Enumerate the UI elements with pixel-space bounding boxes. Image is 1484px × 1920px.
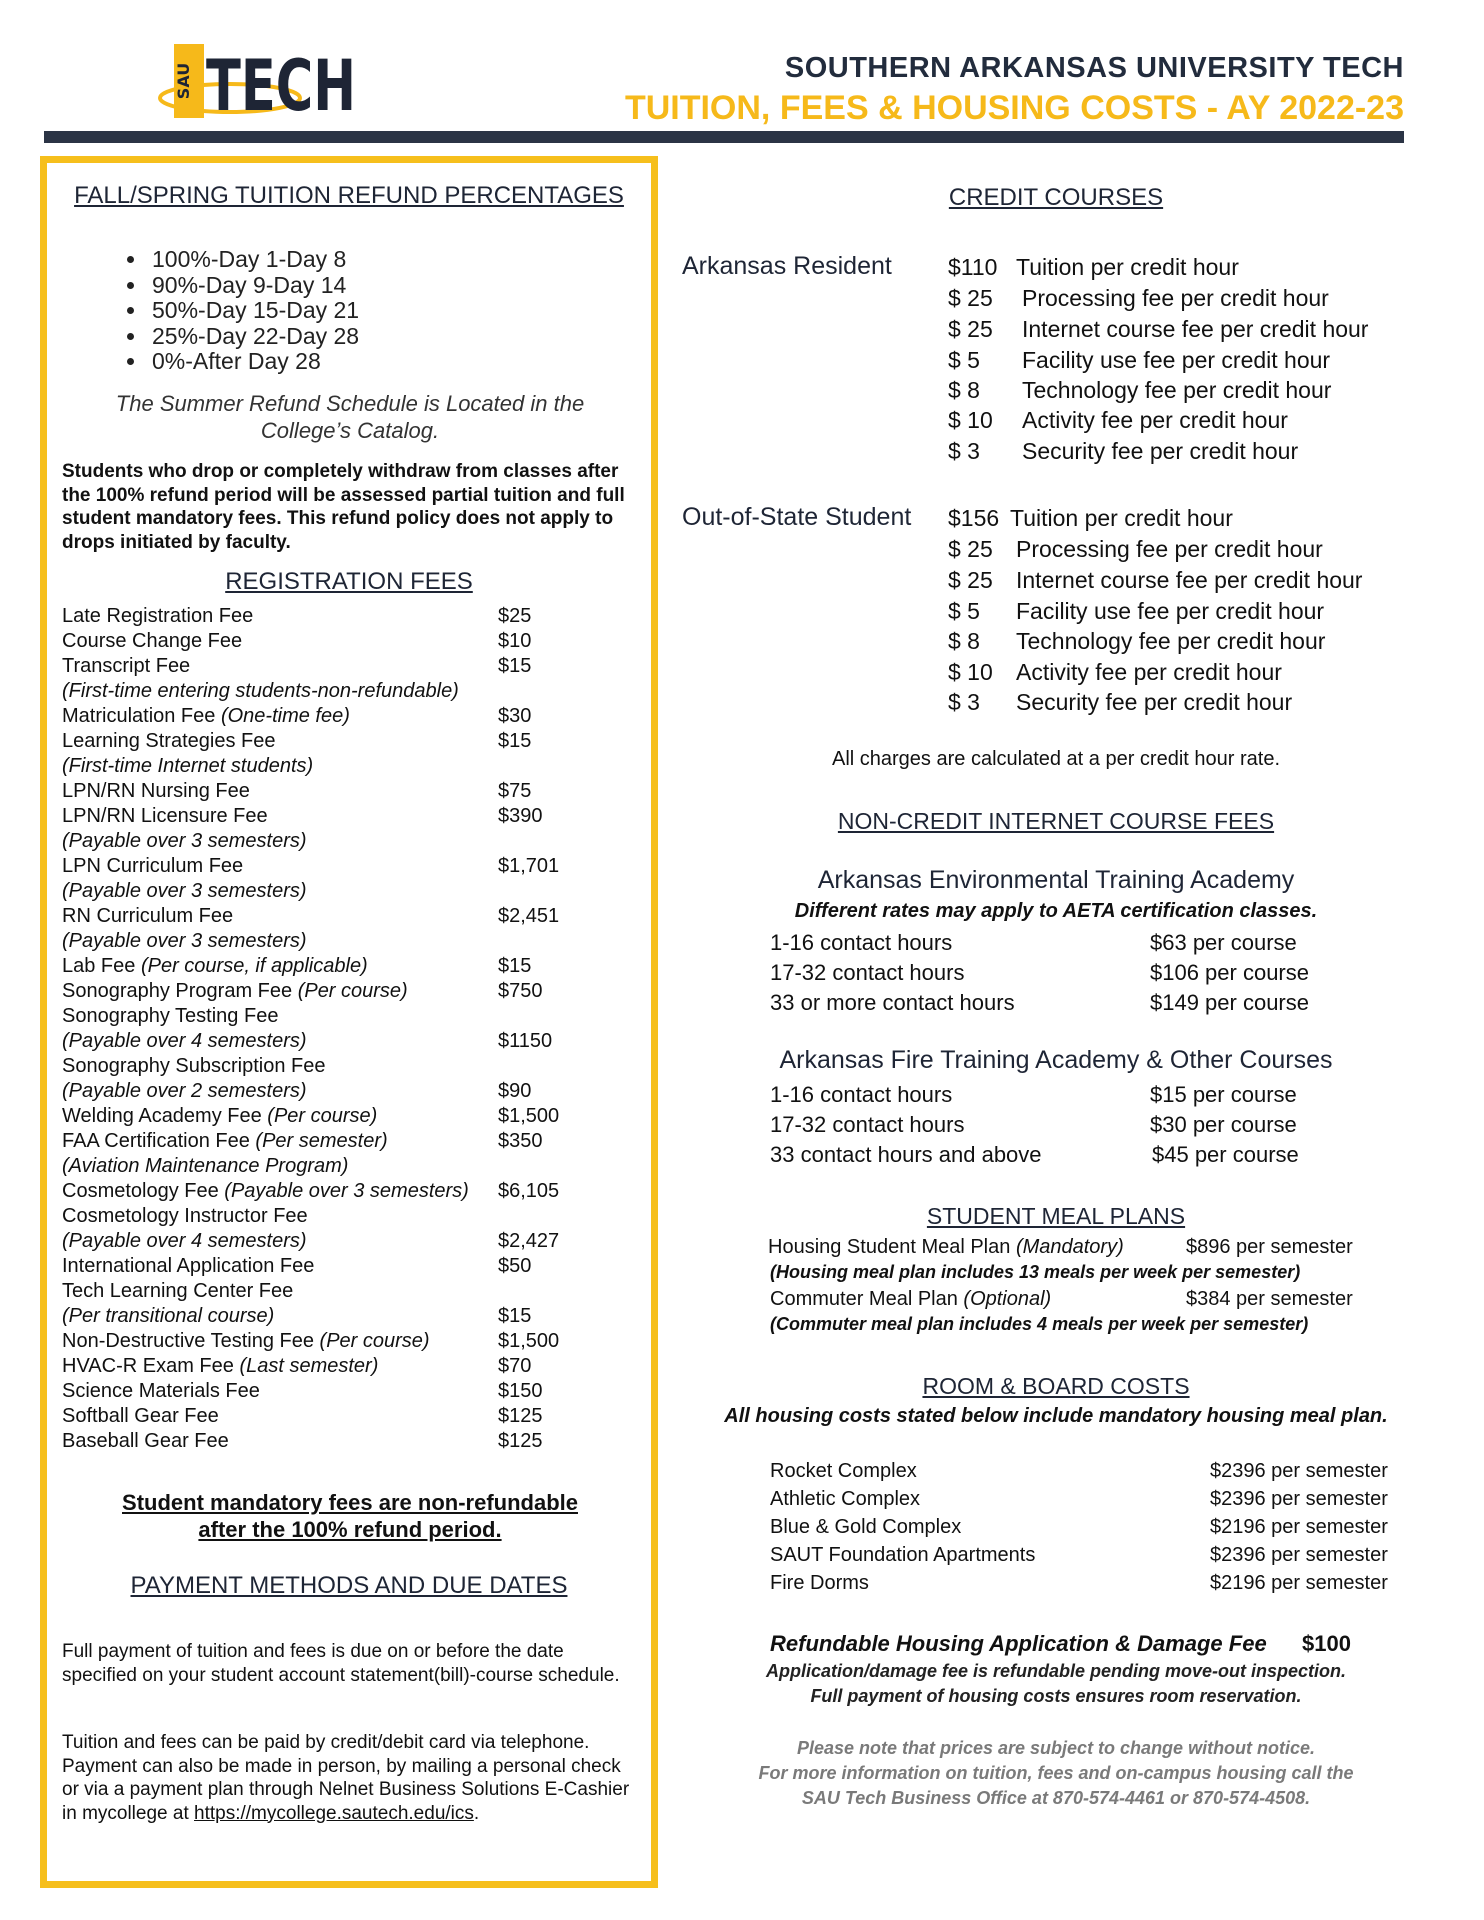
contact-hours: 33 contact hours and above <box>770 1142 1042 1167</box>
room-board-heading: ROOM & BOARD COSTS <box>922 1373 1190 1399</box>
fee-amount: $30 <box>498 705 532 727</box>
list-item: • 90%-Day 9-Day 14 <box>148 273 359 299</box>
fee-label: Softball Gear Fee <box>62 1405 219 1427</box>
fee-label: Cosmetology Instructor Fee <box>62 1205 308 1227</box>
page-title: TUITION, FEES & HOUSING COSTS - AY 2022-23 <box>624 89 1404 127</box>
course-price: $45 per course <box>1152 1142 1299 1167</box>
fee-label: Cosmetology Fee (Payable over 3 semesters) <box>62 1180 469 1202</box>
contact-hours: 17-32 contact hours <box>770 960 965 985</box>
fee-amount: $2,451 <box>498 905 560 927</box>
commuter-meal-plan: Commuter Meal Plan (Optional) <box>770 1288 1052 1310</box>
housing-name: Blue & Gold Complex <box>770 1516 962 1538</box>
fee-amount: $110 <box>948 254 998 280</box>
fee-amount: $156 <box>948 505 1000 531</box>
fee-label: Lab Fee (Per course, if applicable) <box>62 955 368 977</box>
housing-price: $2196 per semester <box>1210 1516 1388 1538</box>
housing-name: Athletic Complex <box>770 1488 921 1510</box>
course-price: $30 per course <box>1150 1112 1297 1137</box>
contact-info <box>666 1736 1446 1811</box>
commuter-meal-note: (Commuter meal plan includes 4 meals per week per semester) <box>770 1314 1309 1334</box>
fee-label: Transcript Fee <box>62 655 191 677</box>
refund-policy: Students who drop or completely withdraw from classes after the 100% refund period will be assessed partial tuition and full student mandatory fees. This refund policy does not apply to drops initiated by faculty. <box>62 461 625 553</box>
fee-label: Sonography Testing Fee <box>62 1005 279 1027</box>
fee-label: Course Change Fee <box>62 630 243 652</box>
aeta-note: Different rates may apply to AETA certification classes. <box>794 900 1318 922</box>
fee-label: Late Registration Fee <box>62 605 254 627</box>
fee-amount: $50 <box>498 1255 532 1277</box>
fee-label: Learning Strategies Fee <box>62 730 276 752</box>
reservation-note: Full payment of housing costs ensures room reservation. <box>810 1686 1302 1706</box>
fee-description: Internet course fee per credit hour <box>1016 567 1363 593</box>
fee-label: LPN/RN Nursing Fee <box>62 780 250 802</box>
course-price: $106 per course <box>1150 960 1309 985</box>
fee-amount: $6,105 <box>498 1180 560 1202</box>
svg-text:TECH: TECH <box>206 45 356 127</box>
fee-amount: $390 <box>498 805 543 827</box>
room-board-subtitle: All housing costs stated below include mandatory housing meal plan. <box>724 1405 1388 1427</box>
fee-amount: $125 <box>498 1405 543 1427</box>
fee-amount: $ 8 <box>948 377 980 403</box>
fee-amount: $150 <box>498 1380 543 1402</box>
institution-name: SOUTHERN ARKANSAS UNIVERSITY TECH <box>784 52 1404 84</box>
fee-label: LPN Curriculum Fee <box>62 855 244 877</box>
fee-amount: $15 <box>498 955 532 977</box>
fee-note: (Payable over 4 semesters) <box>62 1230 307 1252</box>
fee-label: Tech Learning Center Fee <box>62 1280 294 1302</box>
resident-label: Arkansas Resident <box>682 252 892 280</box>
fee-amount: $70 <box>498 1355 532 1377</box>
fee-amount: $ 25 <box>948 285 993 311</box>
fee-amount: $ 10 <box>948 659 993 685</box>
meal-plans-heading: STUDENT MEAL PLANS <box>926 1203 1186 1229</box>
summer-refund-note: The Summer Refund Schedule is Located in the College’s Catalog. <box>115 391 585 443</box>
fee-description: Processing fee per credit hour <box>1022 285 1329 311</box>
fee-note: (Payable over 3 semesters) <box>62 930 307 952</box>
fee-amount: $1,701 <box>498 855 560 877</box>
list-item: • 100%-Day 1-Day 8 <box>148 247 359 273</box>
out-of-state-label: Out-of-State Student <box>682 503 912 531</box>
housing-price: $2396 per semester <box>1210 1544 1388 1566</box>
fee-amount: $1,500 <box>498 1105 560 1127</box>
fee-amount: $ 25 <box>948 567 993 593</box>
fee-label: Science Materials Fee <box>62 1380 260 1402</box>
fee-label: Non-Destructive Testing Fee (Per course) <box>62 1330 430 1352</box>
fee-label: LPN/RN Licensure Fee <box>62 805 268 827</box>
fee-amount: $750 <box>498 980 543 1002</box>
fee-amount: $75 <box>498 780 532 802</box>
fee-amount: $2,427 <box>498 1230 560 1252</box>
housing-price: $2196 per semester <box>1210 1572 1388 1594</box>
fee-label: RN Curriculum Fee <box>62 905 234 927</box>
fee-description: Tuition per credit hour <box>1010 505 1233 531</box>
fee-amount: $350 <box>498 1130 543 1152</box>
fee-amount: $15 <box>498 1305 532 1327</box>
nonrefundable-notice: after the 100% refund period. <box>198 1517 502 1542</box>
price-change-notice: Please note that prices are subject to change without notice. <box>796 1738 1316 1758</box>
fee-label: Sonography Program Fee (Per course) <box>62 980 408 1002</box>
fee-description: Tuition per credit hour <box>1016 254 1239 280</box>
fee-description: Technology fee per credit hour <box>1016 628 1326 654</box>
payment-due-text: Full payment of tuition and fees is due on or before the date specified on your student account statement(bill)-course schedule. <box>62 1641 620 1686</box>
damage-fee-note: Application/damage fee is refundable pending move-out inspection. <box>765 1661 1347 1681</box>
payment-methods-text: Tuition and fees can be paid by credit/debit card via telephone. Payment can also be made in person, by mailing a personal check or via a payment plan through Nelnet Business Solutions E-Cashier in mycollege at https://mycollege.sautech.edu/ics. <box>62 1732 630 1824</box>
list-item: • 25%-Day 22-Day 28 <box>148 324 359 350</box>
fee-amount: $15 <box>498 730 532 752</box>
commuter-meal-price: $384 per semester <box>1186 1288 1353 1310</box>
fee-note: (Aviation Maintenance Program) <box>62 1155 349 1177</box>
fee-note: (First-time entering students-non-refundable) <box>62 680 459 702</box>
contact-hours: 33 or more contact hours <box>770 990 1015 1015</box>
course-price: $63 per course <box>1150 930 1297 955</box>
noncredit-heading: NON-CREDIT INTERNET COURSE FEES <box>837 808 1275 834</box>
registration-heading: REGISTRATION FEES <box>225 568 473 595</box>
fee-amount: $10 <box>498 630 532 652</box>
contact-hours: 1-16 contact hours <box>770 1082 953 1107</box>
fee-description: Security fee per credit hour <box>1016 689 1293 715</box>
fee-label: HVAC-R Exam Fee (Last semester) <box>62 1355 379 1377</box>
housing-meal-price: $896 per semester <box>1186 1236 1353 1258</box>
fee-note: (Per transitional course) <box>62 1305 275 1327</box>
fee-description: Internet course fee per credit hour <box>1022 316 1369 342</box>
fee-note: (Payable over 2 semesters) <box>62 1080 307 1102</box>
fee-amount: $125 <box>498 1430 543 1452</box>
aeta-title: Arkansas Environmental Training Academy <box>817 866 1295 894</box>
fee-amount: $ 10 <box>948 407 993 433</box>
sau-tech-logo <box>170 40 360 127</box>
fee-amount: $ 3 <box>948 438 980 464</box>
fee-description: Facility use fee per credit hour <box>1016 598 1325 624</box>
fee-label: Baseball Gear Fee <box>62 1430 229 1452</box>
fee-description: Security fee per credit hour <box>1022 438 1299 464</box>
fee-description: Technology fee per credit hour <box>1022 377 1332 403</box>
contact-hours: 1-16 contact hours <box>770 930 953 955</box>
fee-label: Welding Academy Fee (Per course) <box>62 1105 378 1127</box>
damage-fee-label: Refundable Housing Application & Damage Fee <box>770 1631 1267 1656</box>
mycollege-link[interactable]: https://mycollege.sautech.edu/ics <box>194 1802 474 1824</box>
fee-description: Activity fee per credit hour <box>1022 407 1288 433</box>
fee-amount: $1150 <box>498 1030 553 1052</box>
fee-description: Facility use fee per credit hour <box>1022 347 1331 373</box>
credit-courses-heading: CREDIT COURSES <box>948 184 1164 211</box>
per-credit-note: All charges are calculated at a per credit hour rate. <box>831 748 1281 770</box>
nonrefundable-notice: Student mandatory fees are non-refundable <box>122 1490 578 1515</box>
fee-note: (First-time Internet students) <box>62 755 314 777</box>
fee-amount: $90 <box>498 1080 532 1102</box>
housing-name: SAUT Foundation Apartments <box>770 1544 1036 1566</box>
fee-note: (Payable over 4 semesters) <box>62 1030 307 1052</box>
contact-hours: 17-32 contact hours <box>770 1112 965 1137</box>
housing-name: Fire Dorms <box>770 1572 869 1594</box>
fee-label: Sonography Subscription Fee <box>62 1055 326 1077</box>
fee-amount: $ 5 <box>948 347 980 373</box>
course-price: $15 per course <box>1150 1082 1297 1107</box>
svg-text:SAU: SAU <box>174 62 193 100</box>
fee-label: International Application Fee <box>62 1255 315 1277</box>
housing-price: $2396 per semester <box>1210 1488 1388 1510</box>
fee-amount: $1,500 <box>498 1330 560 1352</box>
payment-heading: PAYMENT METHODS AND DUE DATES <box>130 1572 568 1599</box>
fee-description: Processing fee per credit hour <box>1016 536 1323 562</box>
fee-description: Activity fee per credit hour <box>1016 659 1282 685</box>
fee-amount: $ 5 <box>948 598 980 624</box>
contact-phones: SAU Tech Business Office at 870-574-4461 or 870-574-4508. <box>801 1788 1311 1808</box>
fee-note: (Payable over 3 semesters) <box>62 830 307 852</box>
housing-price: $2396 per semester <box>1210 1460 1388 1482</box>
fee-amount: $15 <box>498 655 532 677</box>
contact-line: For more information on tuition, fees and on-campus housing call the <box>758 1763 1354 1783</box>
fee-note: (Payable over 3 semesters) <box>62 880 307 902</box>
housing-name: Rocket Complex <box>770 1460 917 1482</box>
damage-fee-amount: $100 <box>1302 1631 1351 1656</box>
refund-heading: FALL/SPRING TUITION REFUND PERCENTAGES <box>74 182 624 209</box>
fire-academy-title: Arkansas Fire Training Academy & Other Courses <box>779 1046 1333 1074</box>
fee-amount: $ 25 <box>948 316 993 342</box>
list-item: • 0%-After Day 28 <box>148 349 359 375</box>
fee-amount: $ 8 <box>948 628 980 654</box>
fee-amount: $ 3 <box>948 689 980 715</box>
fee-label: Matriculation Fee (One-time fee) <box>62 705 350 727</box>
housing-meal-plan: Housing Student Meal Plan (Mandatory) <box>768 1236 1124 1258</box>
course-price: $149 per course <box>1150 990 1309 1015</box>
fee-label: FAA Certification Fee (Per semester) <box>62 1130 388 1152</box>
refund-list <box>100 247 359 375</box>
fee-amount: $ 25 <box>948 536 993 562</box>
housing-meal-note: (Housing meal plan includes 13 meals per week per semester) <box>770 1262 1301 1282</box>
header-divider <box>44 131 1404 143</box>
fee-amount: $25 <box>498 605 532 627</box>
list-item: • 50%-Day 15-Day 21 <box>148 298 359 324</box>
